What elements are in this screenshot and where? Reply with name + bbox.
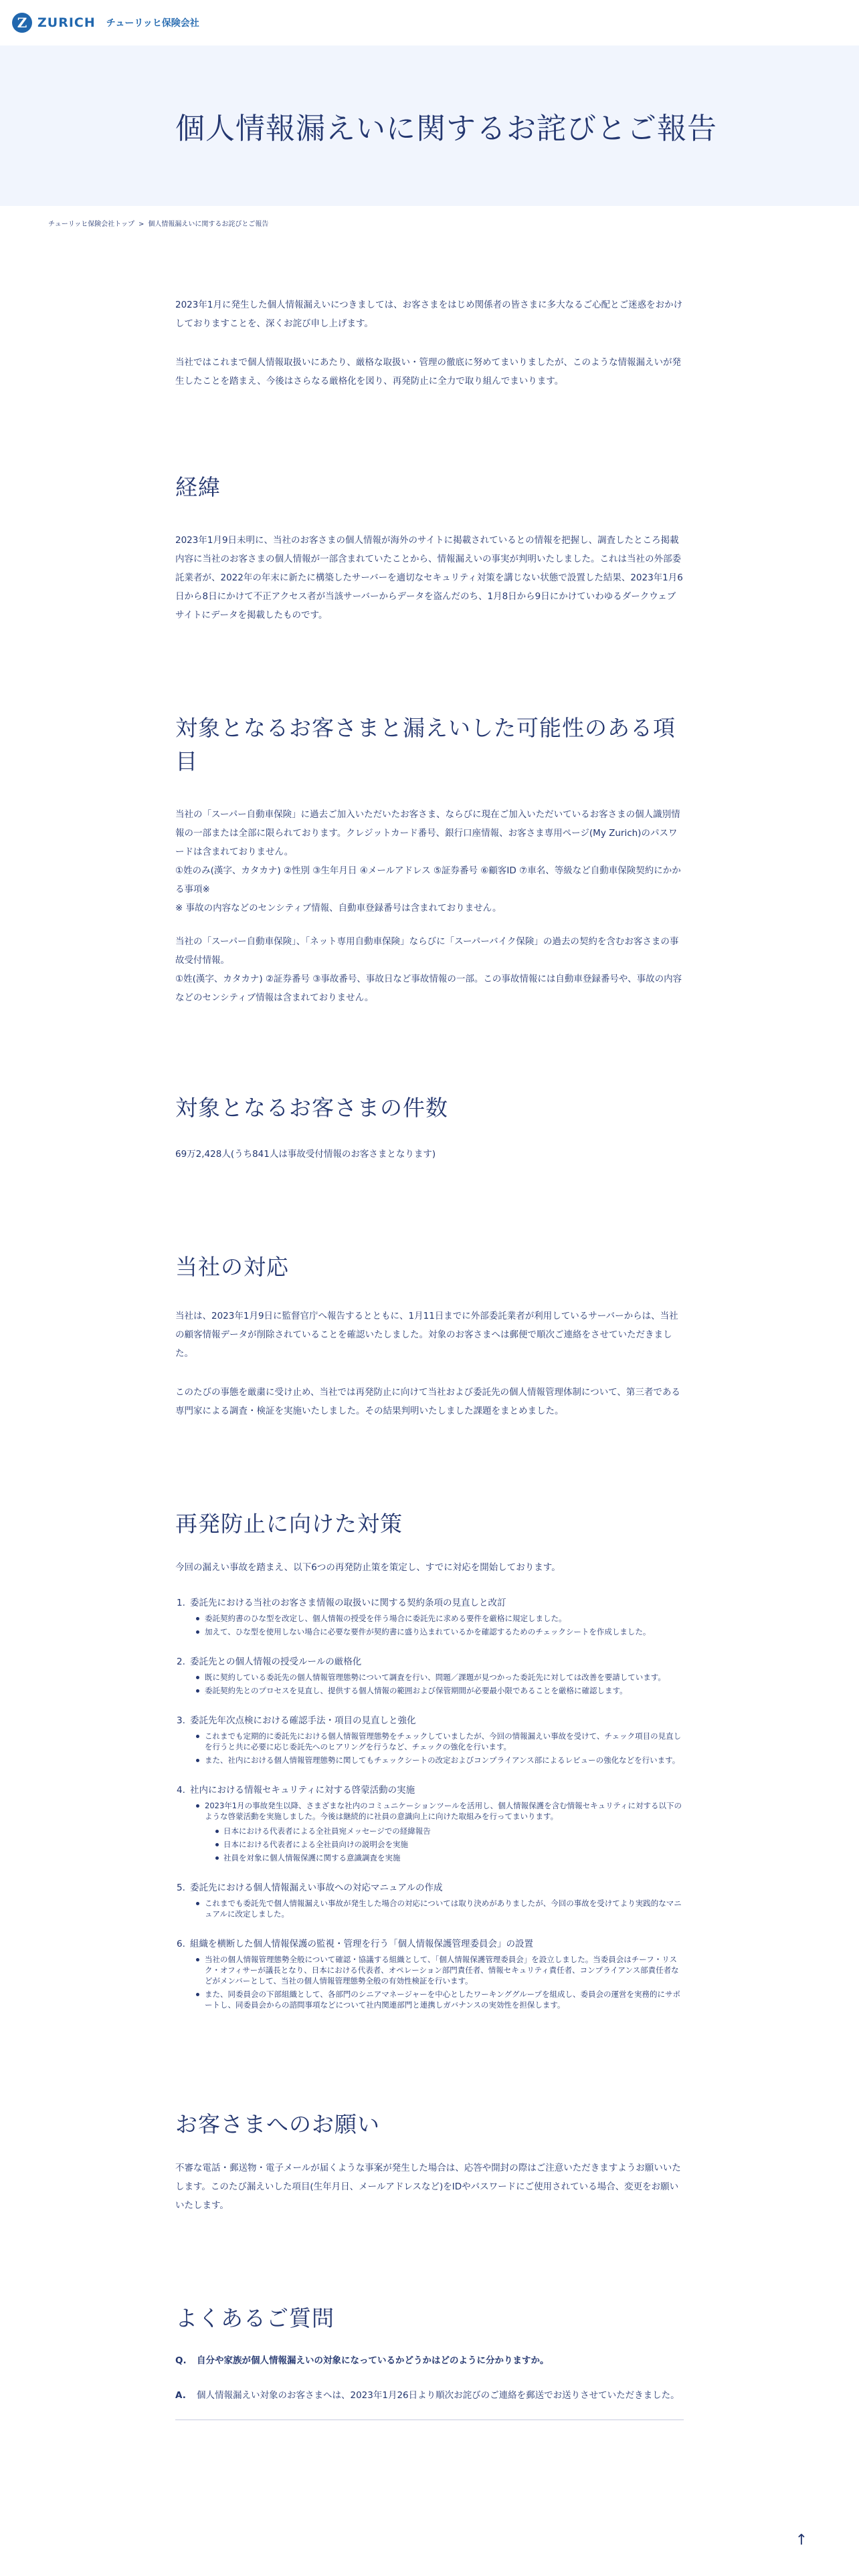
scope-paragraph-1b: ①姓のみ(漢字、カタカナ) ②性別 ③生年月日 ④メールアドレス ⑤証券番号 ⑥顧客ID ⑦車名、等級など自動車保険契約にかかる事項※ [175, 865, 681, 895]
response-section [175, 1251, 684, 1420]
prevention-item-number: 3. [177, 1715, 185, 1726]
prevention-bullet-text: 2023年1月の事故発生以降、さまざまな社内のコミュニケーションツールを活用し、個人情報保護を含む情報セキュリティに対する以下のような啓蒙活動を実施しました。今後は継続的に社員の意識向上に向けた取組みを行ってまいります。 [205, 1801, 682, 1821]
count-title: 対象となるお客さまの件数 [175, 1095, 448, 1121]
main-content [175, 265, 684, 2420]
prevention-bullet: また、社内における個人情報管理態勢に関してもチェックシートの改定およびコンプライアンス部によるレビューの強化などを行います。 [205, 1755, 684, 1765]
zurich-wordmark: ZURICH [37, 15, 96, 30]
intro-section [175, 265, 684, 391]
prevention-bullet [205, 1800, 684, 1863]
page-top-button[interactable] [793, 2532, 809, 2556]
intro-paragraph-2: 当社ではこれまで個人情報取扱いにあたり、厳格な取扱い・管理の徹底に努めてまいりましたが、このような情報漏えいが発生したことを踏まえ、今後はさらなる厳格化を図り、再発防止に全力で取り組んでまいります。 [175, 357, 681, 387]
prevention-item [177, 1713, 684, 1765]
prevention-item-title: 委託先における個人情報漏えい事故への対応マニュアルの作成 [190, 1883, 443, 1893]
prevention-item-number: 1. [177, 1598, 185, 1608]
prevention-sub-bullet: 社員を対象に個人情報保護に関する意識調査を実施 [223, 1852, 684, 1863]
breadcrumb [0, 206, 859, 265]
prevention-bullet: 委託契約書のひな型を改定し、個人情報の授受を伴う場合に委託先に求める要件を厳格に規定しました。 [205, 1613, 684, 1624]
prevention-bullet: 当社の個人情報管理態勢全般について確認・協議する組織として、「個人情報保護管理委員会」を設立しました。当委員会はチーフ・リスク・オフィサーが議長となり、日本における代表者、オペレーション部門責任者、情報セキュリティ責任者、コンプライアンス部責任者などがメンバーとして、当社の個人情報管理態勢全般の有効性検証を行います。 [205, 1954, 684, 1986]
prevention-list [177, 1596, 684, 2010]
zurich-logo[interactable] [12, 13, 199, 33]
prevention-intro: 今回の漏えい事故を踏まえ、以下6つの再発防止策を策定し、すでに対応を開始しております。 [175, 1562, 561, 1573]
faq-question: 自分や家族が個人情報漏えいの対象になっているかどうかはどのように分かりますか。 [197, 2355, 549, 2366]
prevention-bullet: 委託契約先とのプロセスを見直し、提供する個人情報の範囲および保管期間が必要最小限であることを厳格に確認します。 [205, 1685, 684, 1696]
prevention-bullet: 加えて、ひな型を使用しない場合に必要な要件が契約書に盛り込まれているかを確認するためのチェックシートを作成しました。 [205, 1626, 684, 1637]
prevention-bullet: また、同委員会の下部組織として、各部門のシニアマネージャーを中心としたワーキンググループを組成し、委員会の運営を実務的にサポートし、同委員会からの諮問事項などについて社内関連部門と連携しガバナンスの実効性を担保します。 [205, 1989, 684, 2010]
prevention-item-title: 委託先との個人情報の授受ルールの厳格化 [190, 1656, 362, 1667]
request-body: 不審な電話・郵送物・電子メールが届くような事案が発生した場合は、応答や開封の際はご注意いただきますようお願いいたします。このたび漏えいした項目(生年月日、メールアドレスなど)をIDやパスワードにご使用されている場合、変更をお願いいたします。 [175, 2163, 681, 2211]
background-body: 2023年1月9日未明に、当社のお客さまの個人情報が海外のサイトに掲載されているとの情報を把握し、調査したところ掲載内容に当社のお客さまの個人情報が一部含まれていたことから、情報漏えいの事実が判明いたしました。これは当社の外部委託業者が、2022年の年末に新たに構築したサーバーを適切なセキュリティ対策を講じない状態で設置した結果、2023年1月6日から8日にかけて不正アクセス者が当該サーバーからデータを盗んだのち、1月8日から9日にかけていわゆるダークウェブサイトにデータを掲載したものです。 [175, 535, 683, 621]
arrow-up-icon: ↑ [795, 2532, 808, 2549]
prevention-title: 再発防止に向けた対策 [175, 1511, 403, 1537]
faq-title: よくあるご質問 [175, 2305, 335, 2331]
prevention-item-number: 5. [177, 1883, 185, 1893]
prevention-bullet: これまでも定期的に委託先における個人情報管理態勢をチェックしていましたが、今回の情報漏えい事故を受けて、チェック項目の見直しを行うと共に必要に応じ委託先へのヒアリングを行うなど、チェックの強化を行います。 [205, 1731, 684, 1752]
faq-answer: 個人情報漏えい対象のお客さまへは、2023年1月26日より順次お詫びのご連絡を郵送でお送りさせていただきました。 [197, 2390, 680, 2401]
prevention-item-number: 6. [177, 1939, 185, 1949]
faq-question-row[interactable] [175, 2353, 684, 2369]
count-section [175, 1091, 684, 1164]
prevention-item [177, 1596, 684, 1637]
faq-answer-row [175, 2387, 684, 2403]
breadcrumb-home-link[interactable]: チューリッヒ保険会社トップ [48, 221, 134, 228]
prevention-item-title: 委託先年次点検における確認手法・項目の見直しと強化 [190, 1715, 416, 1726]
prevention-item-number: 4. [177, 1785, 185, 1796]
prevention-item [177, 1937, 684, 2010]
prevention-sub-bullet: 日本における代表者による全社員宛メッセージでの経緯報告 [223, 1826, 684, 1836]
response-paragraph-1: 当社は、2023年1月9日に監督官庁へ報告するとともに、1月11日までに外部委託業者が利用しているサーバーからは、当社の顧客情報データが削除されていることを確認いたしました。対象のお客さまへは郵便で順次ご連絡をさせていただきました。 [175, 1311, 678, 1359]
background-section [175, 471, 684, 625]
company-name: チューリッヒ保険会社 [106, 18, 199, 29]
prevention-bullet: これまでも委託先で個人情報漏えい事故が発生した場合の対応については取り決めがありましたが、今回の事故を受けてより実践的なマニュアルに改定しました。 [205, 1898, 684, 1919]
background-title: 経緯 [175, 474, 221, 500]
faq-a-label: A. [175, 2390, 186, 2401]
request-title: お客さまへのお願い [175, 2111, 380, 2137]
scope-paragraph-2b: ①姓(漢字、カタカナ) ②証券番号 ③事故番号、事故日など事故情報の一部。この事故情報には自動車登録番号や、事故の内容などのセンシティブ情報は含まれておりません。 [175, 974, 682, 1003]
response-paragraph-2: このたびの事態を厳粛に受け止め、当社では再発防止に向けて当社および委託先の個人情報管理体制について、第三者である専門家による調査・検証を実施いたしました。その結果判明いたしました課題をまとめました。 [175, 1387, 680, 1416]
breadcrumb-current: 個人情報漏えいに関するお詫びとご報告 [148, 221, 269, 228]
scope-paragraph-1c: ※ 事故の内容などのセンシティブ情報、自動車登録番号は含まれておりません。 [175, 903, 502, 914]
scope-section [175, 712, 684, 1007]
prevention-item-number: 2. [177, 1656, 185, 1667]
count-body: 69万2,428人(うち841人は事故受付情報のお客さまとなります) [175, 1149, 436, 1160]
prevention-item [177, 1783, 684, 1863]
prevention-item [177, 1881, 684, 1919]
request-section [175, 2108, 684, 2215]
site-header [0, 0, 859, 45]
prevention-sub-bullet: 日本における代表者による全社員向けの説明会を実施 [223, 1839, 684, 1850]
scope-title: 対象となるお客さまと漏えいした可能性のある項目 [175, 715, 676, 774]
scope-paragraph-2a: 当社の「スーパー自動車保険」、「ネット専用自動車保険」ならびに「スーパーバイク保険」の過去の契約を含むお客さまの事故受付情報。 [175, 936, 679, 966]
intro-paragraph-1: 2023年1月に発生した個人情報漏えいにつきましては、お客さまをはじめ関係者の皆さまに多大なるご心配とご迷惑をおかけしておりますことを、深くお詫び申し上げます。 [175, 300, 683, 329]
prevention-item-title: 社内における情報セキュリティに対する啓蒙活動の実施 [190, 1785, 415, 1796]
page-hero [0, 45, 859, 206]
faq-q-label: Q. [175, 2355, 187, 2366]
page-title: 個人情報漏えいに関するお詫びとご報告 [175, 112, 717, 146]
zurich-logo-icon: Z [12, 13, 32, 33]
prevention-section [175, 1507, 684, 2010]
prevention-item-title: 組織を横断した個人情報保護の監視・管理を行う「個人情報保護管理委員会」の設置 [190, 1939, 533, 1949]
response-title: 当社の対応 [175, 1254, 289, 1280]
faq-section [175, 2302, 684, 2420]
prevention-item-title: 委託先における当社のお客さま情報の取扱いに関する契約条項の見直しと改訂 [190, 1598, 506, 1608]
breadcrumb-separator: > [138, 221, 145, 228]
prevention-bullet: 既に契約している委託先の個人情報管理態勢について調査を行い、問題／課題が見つかった委託先に対しては改善を要請しています。 [205, 1672, 684, 1683]
scope-paragraph-1a: 当社の「スーパー自動車保険」に過去ご加入いただいたお客さま、ならびに現在ご加入いただいているお客さまの個人識別情報の一部または全部に限られております。クレジットカード番号、銀行口座情報、お客さま専用ページ(My Zurich)のパスワードは含まれておりません。 [175, 809, 680, 857]
prevention-item [177, 1654, 684, 1696]
